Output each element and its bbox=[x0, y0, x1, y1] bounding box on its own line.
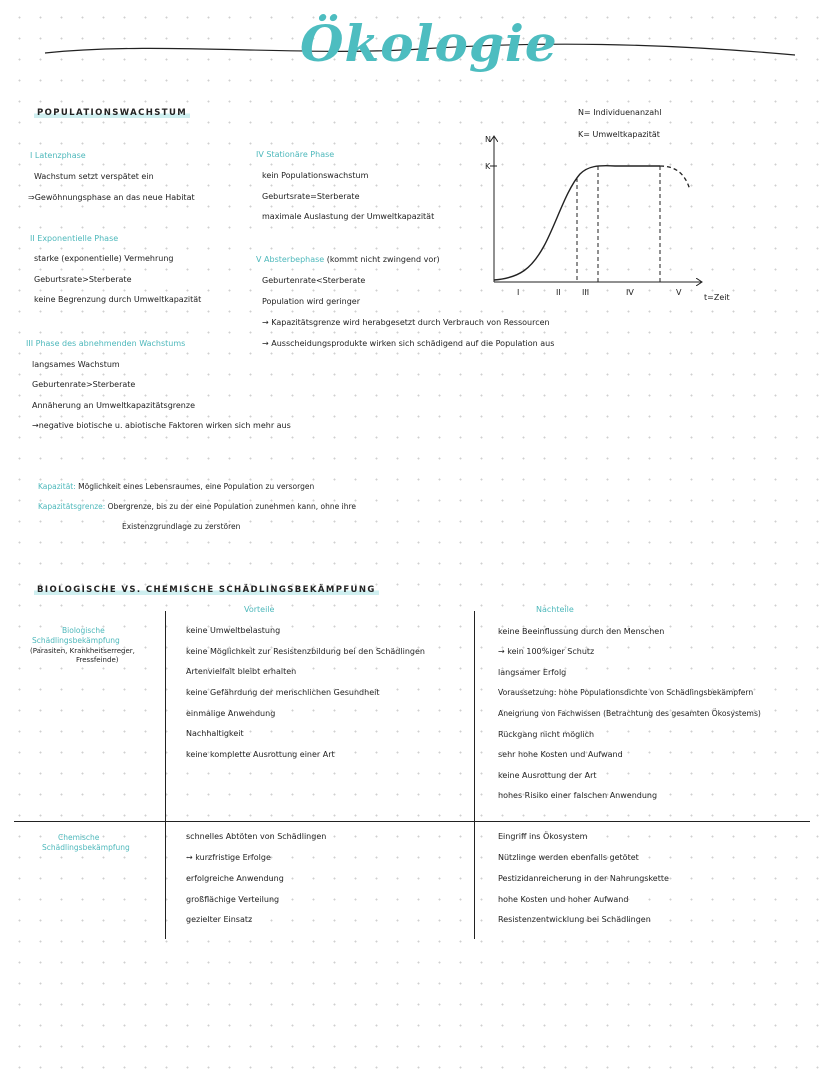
chem-label: Chemische bbox=[58, 833, 100, 842]
bio-con-item: keine Beeinflussung durch den Menschen bbox=[498, 627, 665, 636]
bio-pro-item: Nachhaltigkeit bbox=[186, 729, 244, 738]
bio-con-item: Rückgang nicht möglich bbox=[498, 730, 595, 739]
phase-4-title: IV Stationäre Phase bbox=[256, 150, 335, 159]
column-header-con: Nachteile bbox=[536, 605, 574, 614]
phase-3-line: langsames Wachstum bbox=[32, 360, 120, 369]
phase-4-line: Geburtsrate=Sterberate bbox=[262, 192, 360, 201]
definition-kapazitaet bbox=[38, 482, 314, 491]
chem-con-item: Nützlinge werden ebenfalls getötet bbox=[498, 853, 639, 862]
phase-3-title: III Phase des abnehmenden Wachstums bbox=[26, 339, 186, 348]
phase-2-line: starke (exponentielle) Vermehrung bbox=[34, 254, 174, 263]
phase-2-line: keine Begrenzung durch Umweltkapazität bbox=[34, 295, 202, 304]
phase-2-title: II Exponentielle Phase bbox=[30, 234, 119, 243]
bio-pro-item: keine Umweltbelastung bbox=[186, 626, 281, 635]
legend-n: N= Individuenanzahl bbox=[578, 108, 662, 117]
phase-5-line: → Ausscheidungsprodukte wirken sich schädigend auf die Population aus bbox=[262, 339, 555, 348]
bio-con-item: → kein 100%iger Schutz bbox=[498, 647, 595, 656]
definition-term: Kapazität: bbox=[38, 482, 76, 491]
bio-pro-item: einmalige Anwendung bbox=[186, 709, 276, 718]
chem-pro-item: → kurzfristige Erfolge bbox=[186, 853, 271, 862]
bio-pro-item: keine Gefährdung der menschlichen Gesundheit bbox=[186, 688, 380, 697]
y-axis-label: N bbox=[485, 135, 491, 144]
phase-3-line: Geburtenrate>Sterberate bbox=[32, 380, 136, 389]
phase-3-line: Annäherung an Umweltkapazitätsgrenze bbox=[32, 401, 195, 410]
section-heading-growth: POPULATIONSWACHSTUM bbox=[34, 108, 190, 118]
bio-label: Biologische bbox=[62, 626, 105, 635]
chem-con-item: hohe Kosten und hoher Aufwand bbox=[498, 895, 629, 904]
chem-pro-item: großflächige Verteilung bbox=[186, 895, 280, 904]
bio-pro-item: keine Möglichkeit zur Resistenzbildung bei den Schädlingen bbox=[186, 647, 425, 656]
bio-sub: Fressfeinde) bbox=[76, 656, 119, 664]
chem-pro-item: erfolgreiche Anwendung bbox=[186, 874, 284, 883]
table-divider bbox=[14, 821, 810, 822]
page-title: Ökologie bbox=[300, 14, 558, 73]
phase-3-line: →negative biotische u. abiotische Faktoren wirken sich mehr aus bbox=[32, 421, 291, 430]
chem-label: Schädlingsbekämpfung bbox=[42, 843, 130, 852]
bio-con-item: langsamer Erfolg bbox=[498, 668, 567, 677]
definition-text: Existenzgrundlage zu zerstören bbox=[122, 522, 241, 531]
table-divider bbox=[165, 611, 166, 939]
x-axis-label: t=Zeit bbox=[704, 293, 730, 302]
column-header-pro: Vorteile bbox=[244, 605, 275, 614]
phase-1-title: I Latenzphase bbox=[30, 151, 86, 160]
phase-5-title: V Absterbephase bbox=[256, 255, 325, 264]
definition-text: Möglichkeit eines Lebensraumes, eine Population zu versorgen bbox=[78, 482, 315, 491]
bio-con-item: sehr hohe Kosten und Aufwand bbox=[498, 750, 623, 759]
phase-5-title-row bbox=[256, 255, 440, 264]
phase-5-line: Geburtenrate<Sterberate bbox=[262, 276, 366, 285]
bio-con-item: keine Ausrottung der Art bbox=[498, 771, 597, 780]
phase-label: III bbox=[582, 288, 590, 297]
table-divider bbox=[474, 611, 475, 939]
chem-pro-item: gezielter Einsatz bbox=[186, 915, 253, 924]
phase-5-line: Population wird geringer bbox=[262, 297, 360, 306]
phase-4-line: maximale Auslastung der Umweltkapazität bbox=[262, 212, 435, 221]
chem-con-item: Resistenzentwicklung bei Schädlingen bbox=[498, 915, 651, 924]
bio-sub: (Parasiten, Krankheitserreger, bbox=[30, 647, 135, 655]
k-label: K bbox=[485, 162, 491, 171]
phase-5-line: → Kapazitätsgrenze wird herabgesetzt durch Verbrauch von Ressourcen bbox=[262, 318, 550, 327]
definition-kapazitaetsgrenze bbox=[38, 502, 356, 511]
bio-con-item: Voraussetzung: hohe Populationsdichte von Schädlingsbekämpfern bbox=[498, 688, 754, 697]
chem-con-item: Pestizidanreicherung in der Nahrungskette bbox=[498, 874, 669, 883]
section-heading-pest: BIOLOGISCHE VS. CHEMISCHE SCHÄDLINGSBEKÄMPFUNG bbox=[34, 585, 379, 595]
chem-pro-item: schnelles Abtöten von Schädlingen bbox=[186, 832, 327, 841]
definition-term: Kapazitätsgrenze: bbox=[38, 502, 106, 511]
phase-4-line: kein Populationswachstum bbox=[262, 171, 369, 180]
phase-2-line: Geburtsrate>Sterberate bbox=[34, 275, 132, 284]
bio-label: Schädlingsbekämpfung bbox=[32, 636, 120, 645]
decline-curve bbox=[660, 166, 690, 190]
phase-label: IV bbox=[626, 288, 634, 297]
legend-k: K= Umweltkapazität bbox=[578, 130, 660, 139]
phase-label: V bbox=[676, 288, 682, 297]
growth-curve-graph bbox=[480, 128, 710, 303]
phase-5-note: (kommt nicht zwingend vor) bbox=[326, 255, 440, 264]
bio-pro-item: Artenvielfalt bleibt erhalten bbox=[186, 667, 297, 676]
phase-label: II bbox=[556, 288, 561, 297]
phase-label: I bbox=[517, 288, 520, 297]
bio-con-item: Aneignung von Fachwissen (Betrachtung des gesamten Ökosystems) bbox=[498, 709, 761, 718]
bio-pro-item: keine komplette Ausrottung einer Art bbox=[186, 750, 335, 759]
chem-con-item: Eingriff ins Ökosystem bbox=[498, 832, 588, 841]
phase-1-line: Wachstum setzt verspätet ein bbox=[34, 172, 154, 181]
phase-1-line: ⇒Gewöhnungsphase an das neue Habitat bbox=[28, 193, 195, 202]
definition-text: Obergrenze, bis zu der eine Population zunehmen kann, ohne ihre bbox=[107, 502, 356, 511]
bio-con-item: hohes Risiko einer falschen Anwendung bbox=[498, 791, 658, 800]
